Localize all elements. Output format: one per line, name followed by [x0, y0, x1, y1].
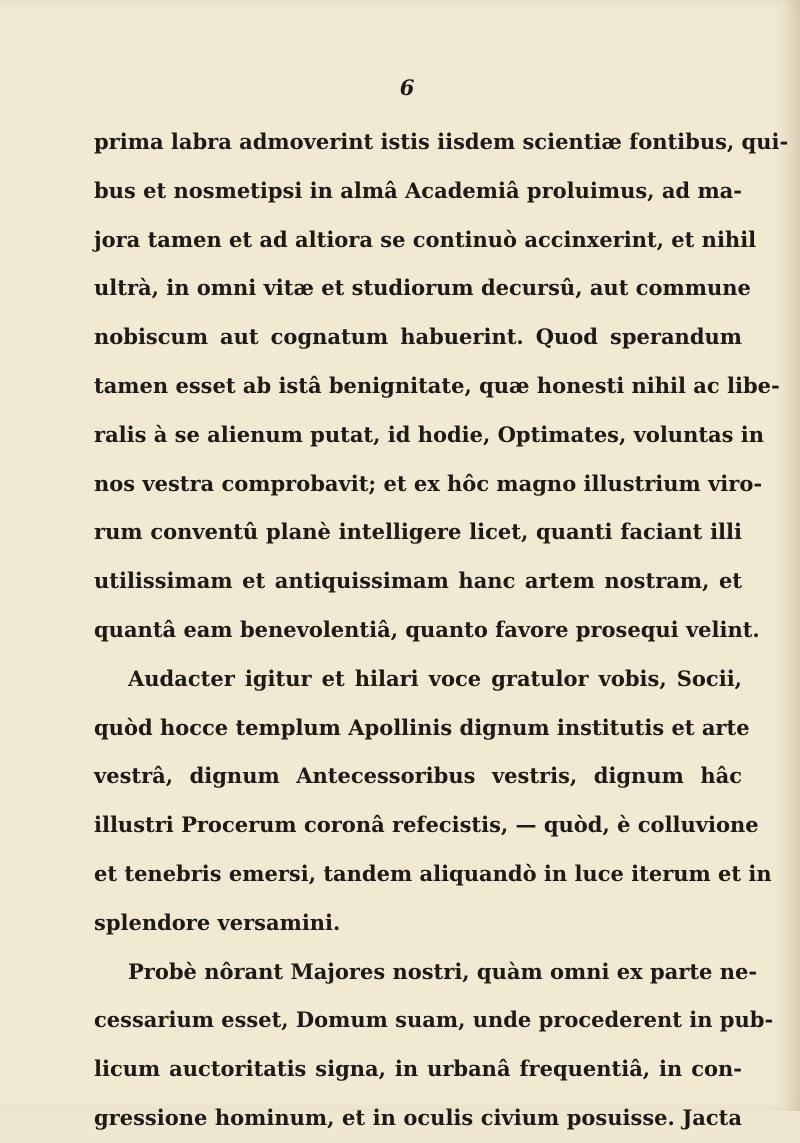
- text-line: et tenebris emersi, tandem aliquandò in luce iterum et in: [94, 860, 772, 886]
- page-number: 6: [399, 75, 415, 100]
- text-line: Probè nôrant Majores nostri, quàm omni ex parte ne-: [128, 958, 758, 984]
- text-line: splendore versamini.: [94, 909, 341, 935]
- text-line: Audacter igitur et hilari voce gratulor vobis, Socii,: [128, 665, 742, 691]
- text-line: cessarium esset, Domum suam, unde procederent in pub-: [94, 1007, 774, 1033]
- text-line: nobiscum aut cognatum habuerint. Quod sperandum: [94, 324, 742, 350]
- text-line: bus et nosmetipsi in almâ Academiâ proluimus, ad ma-: [94, 177, 742, 203]
- body-text: [94, 118, 789, 1143]
- text-line: quantâ eam benevolentiâ, quanto favore prosequi velint.: [94, 616, 760, 642]
- text-line: illustri Procerum coronâ refecistis, — quòd, è colluvione: [94, 812, 759, 838]
- text-line: vestrâ, dignum Antecessoribus vestris, dignum hâc: [94, 763, 742, 789]
- text-line: gressione hominum, et in oculis civium posuisse. Jacta: [94, 1104, 742, 1130]
- text-line: ralis à se alienum putat, id hodie, Optimates, voluntas in: [94, 421, 765, 447]
- text-line: ultrà, in omni vitæ et studiorum decursû, aut commune: [94, 275, 751, 301]
- text-line: nos vestra comprobavit; et ex hôc magno illustrium viro-: [94, 470, 763, 496]
- text-line: tamen esset ab istâ benignitate, quæ honesti nihil ac libe-: [94, 372, 780, 398]
- text-line: rum conventû planè intelligere licet, quanti faciant illi: [94, 519, 742, 545]
- text-line: jora tamen et ad altiora se continuò accinxerint, et nihil: [94, 226, 757, 252]
- text-line: quòd hocce templum Apollinis dignum institutis et arte: [94, 714, 750, 740]
- text-line: licum auctoritatis signa, in urbanâ frequentiâ, in con-: [94, 1056, 742, 1082]
- text-line: prima labra admoverint istis iisdem scientiæ fontibus, qui-: [94, 129, 789, 154]
- text-line: utilissimam et antiquissimam hanc artem nostram, et: [94, 568, 742, 594]
